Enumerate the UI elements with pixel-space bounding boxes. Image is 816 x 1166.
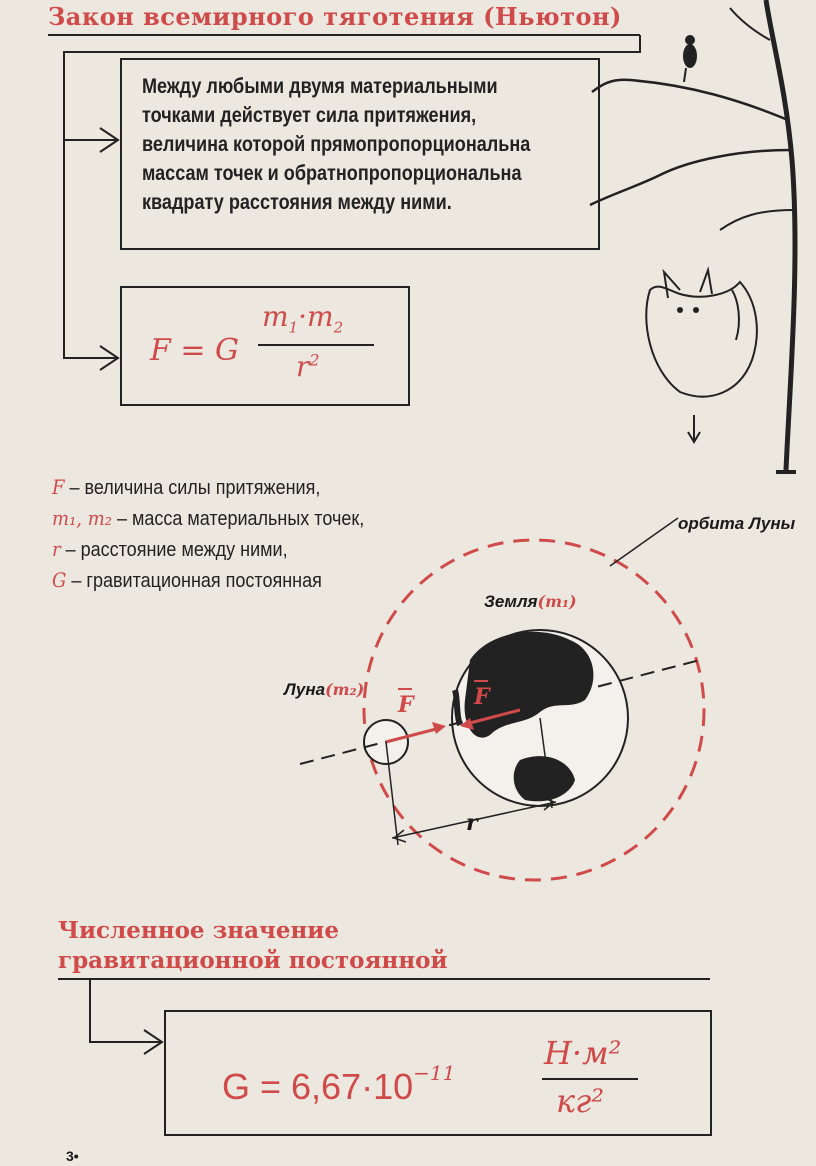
constant-title-underline — [58, 978, 710, 980]
tree-illustration — [590, 0, 796, 472]
page-number: 3• — [66, 1148, 79, 1164]
symbol-legend — [52, 472, 399, 596]
force-label-moon: F — [398, 692, 414, 718]
cat-icon — [646, 270, 757, 442]
law-statement — [142, 72, 538, 217]
earth-label: Земля(m₁) — [484, 592, 577, 611]
moon-label: Луна(m₂) — [284, 680, 365, 699]
formula-lhs: F = G — [150, 333, 239, 368]
vector-bar — [398, 688, 412, 690]
vector-bar — [474, 680, 488, 682]
distance-label: r — [466, 810, 478, 836]
unit-denominator: кг² — [556, 1082, 605, 1120]
fraction-bar — [258, 344, 374, 346]
law-line: массам точек и обратнопропорциональна — [142, 162, 522, 185]
constant-title: Численное значение гравитационной постоянной — [58, 917, 448, 974]
bird-icon — [683, 35, 697, 82]
constant-value: $G = 6,67\cdot 10^{-11}$ — [222, 1061, 456, 1107]
unit-numerator: Н·м² — [544, 1034, 622, 1072]
page-title: Закон всемирного тяготения (Ньютон) — [48, 2, 622, 31]
legend-item: G – гравитационная постоянная — [52, 568, 322, 592]
orbit-label: орбита Луны — [678, 514, 796, 533]
legend-item: r – расстояние между ними, — [52, 537, 288, 561]
unit-fraction-bar — [542, 1078, 638, 1080]
force-label-earth: F — [474, 684, 490, 710]
connector-constant — [90, 980, 162, 1042]
formula-numerator: $m_1\cdot m_2$ — [262, 300, 344, 337]
law-line: Между любыми двумя материальными — [142, 75, 498, 98]
law-line: квадрату расстояния между ними. — [142, 191, 452, 214]
law-line: точками действует сила притяжения, — [142, 104, 477, 127]
orbit-label-leader — [610, 518, 678, 566]
law-line: величина которой прямопропорциональна — [142, 133, 531, 156]
legend-item: m₁, m₂ – масса материальных точек, — [52, 506, 365, 530]
legend-item: F – величина силы притяжения, — [52, 475, 321, 499]
formula-denominator: $r^2$ — [296, 350, 320, 383]
